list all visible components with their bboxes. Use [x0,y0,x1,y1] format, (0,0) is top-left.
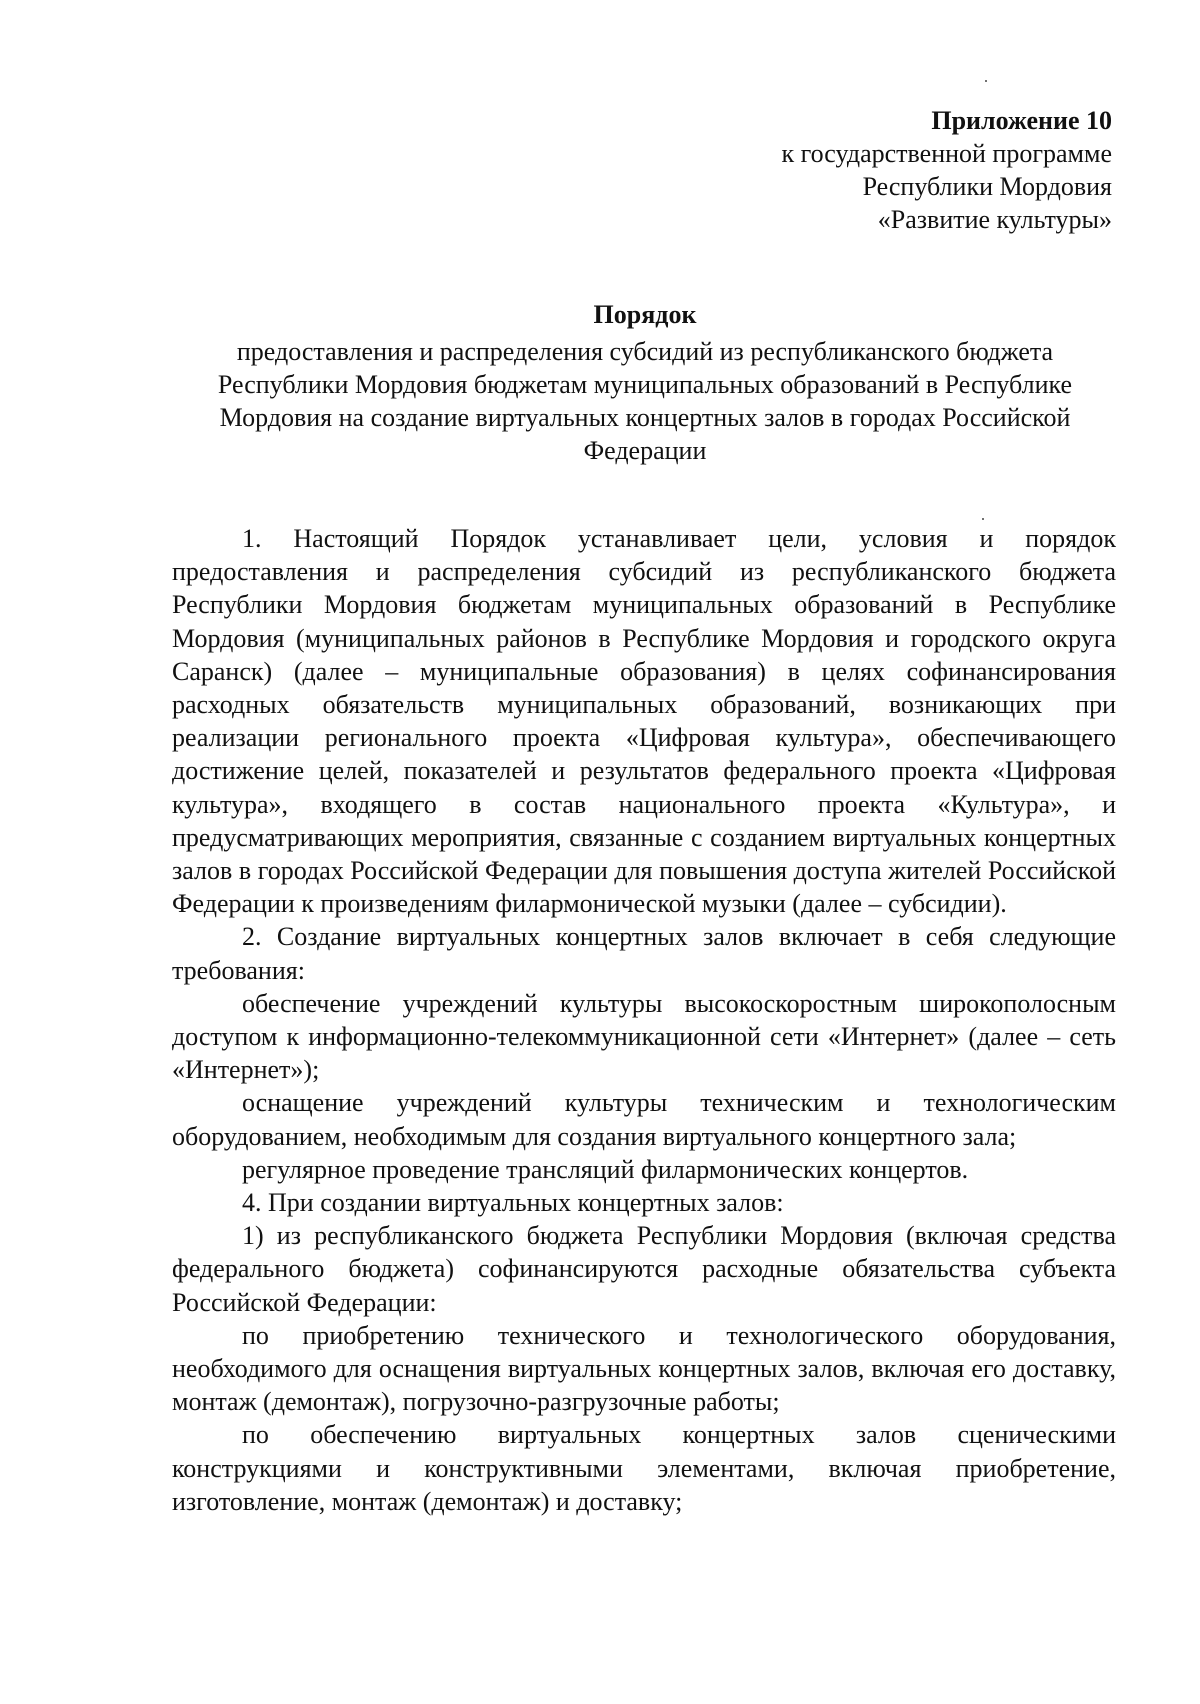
paragraph: 1. Настоящий Порядок устанавливает цели, условия и порядок предоставления и распределения субсидий из республиканского бюджета Республики Мордовия бюджетам муниципальных образований в Республике Мордовия (муниципальных районов в Республике Мордовия и городского округа Саранск) (далее – муниципальные образования) в целях софинансирования расходных обязательств муниципальных образований, возникающих при реализации регионального проекта «Цифровая культура», обеспечивающего достижение целей, показателей и результатов федерального проекта «Цифровая культура», входящего в состав национального проекта «Культура», и предусматривающих мероприятия, связанные с созданием виртуальных концертных залов в городах Российской Федерации для повышения доступа жителей Российской Федерации к произведениям филармонической музыки (далее – субсидии). [172,524,1116,919]
paragraph: 1) из республиканского бюджета Республики Мордовия (включая средства федерального бюджета) софинансируются расходные обязательства субъекта Российской Федерации: [172,1221,1116,1317]
heading-title: Порядок [593,300,697,329]
paragraph: по приобретению технического и технологического оборудования, необходимого для оснащения виртуальных концертных залов, включая его доставку, монтаж (демонтаж), погрузочно-разгрузочные работы; [172,1320,1116,1417]
paragraph: оснащение учреждений культуры техническим и технологическим оборудованием, необходимым для создания виртуального концертного зала; [172,1088,1116,1151]
appendix-title: Приложение 10 [931,106,1112,135]
document-body [172,522,1116,1518]
scan-speck [985,80,987,82]
paragraph: по обеспечению виртуальных концертных залов сценическими конструкциями и конструктивными элементами, включая приобретение, изготовление, монтаж (демонтаж) и доставку; [172,1420,1116,1516]
heading-subtitle: предоставления и распределения субсидий из республиканского бюджета Республики Мордовия бюджетам муниципальных образований в Республике Мордовия на создание виртуальных концертных залов в городах Российской Федерации [217,337,1073,465]
document-heading [170,298,1120,467]
appendix-line-3: «Развитие культуры» [877,205,1112,234]
scan-speck [982,518,984,520]
paragraph: 2. Создание виртуальных концертных залов включает в себя следующие требования: [172,922,1116,985]
paragraph: регулярное проведение трансляций филармонических концертов. [242,1154,969,1184]
appendix-block [552,104,1112,236]
paragraph: обеспечение учреждений культуры высокоскоростным широкополосным доступом к информационно-телекоммуникационной сети «Интернет» (далее – сеть «Интернет»); [172,988,1116,1085]
appendix-line-2: Республики Мордовия [862,172,1112,201]
appendix-line-1: к государственной программе [781,139,1112,168]
paragraph: 4. При создании виртуальных концертных залов: [242,1188,784,1218]
